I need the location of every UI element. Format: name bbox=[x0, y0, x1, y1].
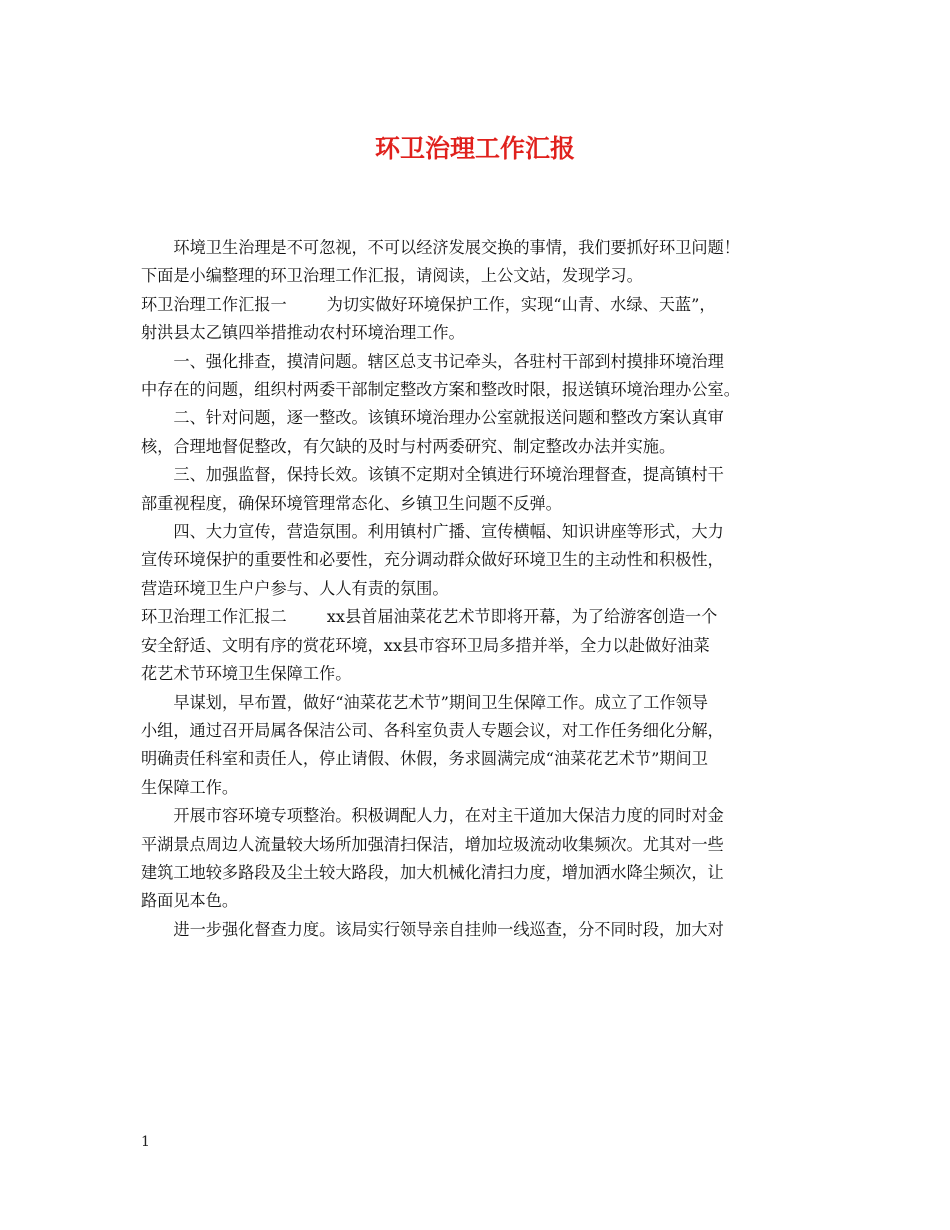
text-line: 早谋划，早布置，做好“油菜花艺术节”期间卫生保障工作。成立了工作领导 bbox=[173, 692, 708, 712]
paragraph bbox=[141, 348, 811, 405]
paragraph bbox=[141, 518, 811, 603]
document-title: 环卫治理工作汇报 bbox=[374, 134, 575, 163]
paragraph bbox=[141, 234, 811, 291]
text-line: 三、加强监督，保持长效。该镇不定期对全镇进行环境治理督查，提高镇村干 bbox=[173, 465, 724, 485]
text-line: 四、大力宣传，营造氛围。利用镇村广播、宣传横幅、知识讲座等形式，大力 bbox=[173, 522, 724, 542]
paragraph bbox=[141, 916, 811, 944]
text-line: 进一步强化督查力度。该局实行领导亲自挂帅一线巡查，分不同时段，加大对 bbox=[173, 919, 724, 939]
section-heading: 环卫治理工作汇报一 bbox=[141, 294, 287, 314]
text-line: 小组，通过召开局属各保洁公司、各科室负责人专题会议，对工作任务细化分解， bbox=[141, 720, 724, 740]
text-line: 一、强化排查，摸清问题。辖区总支书记牵头，各驻村干部到村摸排环境治理 bbox=[173, 351, 724, 371]
text-line: 生保障工作。 bbox=[141, 777, 239, 797]
paragraph bbox=[141, 603, 811, 688]
text-line: 部重视程度，确保环境管理常态化、乡镇卫生问题不反弹。 bbox=[141, 493, 562, 513]
text-line: 下面是小编整理的环卫治理工作汇报，请阅读，上公文站，发现学习。 bbox=[141, 266, 643, 286]
paragraph bbox=[141, 802, 811, 916]
text-line: 安全舒适、文明有序的赏花环境，xx县市容环卫局多措并举，全力以赴做好油菜 bbox=[141, 635, 710, 655]
paragraph bbox=[141, 291, 811, 348]
text-line: xx县首届油菜花艺术节即将开幕，为了给游客创造一个 bbox=[326, 607, 718, 627]
text-line: 核，合理地督促整改，有欠缺的及时与村两委研究、制定整改办法并实施。 bbox=[141, 436, 676, 456]
document-body bbox=[141, 234, 811, 944]
text-line: 路面见本色。 bbox=[141, 891, 239, 911]
paragraph bbox=[141, 404, 811, 461]
text-line: 为切实做好环境保护工作，实现“山青、水绿、天蓝”， bbox=[326, 294, 716, 314]
page-number: 1 bbox=[141, 1134, 150, 1150]
text-line: 明确责任科室和责任人，停止请假、休假，务求圆满完成“油菜花艺术节”期间卫 bbox=[141, 749, 708, 769]
text-line: 开展市容环境专项整治。积极调配人力，在对主干道加大保洁力度的同时对金 bbox=[173, 806, 724, 826]
text-line: 射洪县太乙镇四举措推动农村环境治理工作。 bbox=[141, 323, 465, 343]
paragraph bbox=[141, 689, 811, 803]
section-heading: 环卫治理工作汇报二 bbox=[141, 607, 287, 627]
text-line: 宣传环境保护的重要性和必要性，充分调动群众做好环境卫生的主动性和积极性， bbox=[141, 550, 724, 570]
text-line: 中存在的问题，组织村两委干部制定整改方案和整改时限，报送镇环境治理办公室。 bbox=[141, 380, 740, 400]
text-line: 花艺术节环境卫生保障工作。 bbox=[141, 664, 352, 684]
text-line: 营造环境卫生户户参与、人人有责的氛围。 bbox=[141, 578, 449, 598]
text-line: 建筑工地较多路段及尘土较大路段，加大机械化清扫力度，增加洒水降尘频次，让 bbox=[141, 862, 724, 882]
paragraph bbox=[141, 461, 811, 518]
text-line: 二、针对问题，逐一整改。该镇环境治理办公室就报送问题和整改方案认真审 bbox=[173, 408, 724, 428]
text-line: 平湖景点周边人流量较大场所加强清扫保洁，增加垃圾流动收集频次。尤其对一些 bbox=[141, 834, 724, 854]
text-line: 环境卫生治理是不可忽视，不可以经济发展交换的事情，我们要抓好环卫问题！ bbox=[173, 238, 740, 257]
